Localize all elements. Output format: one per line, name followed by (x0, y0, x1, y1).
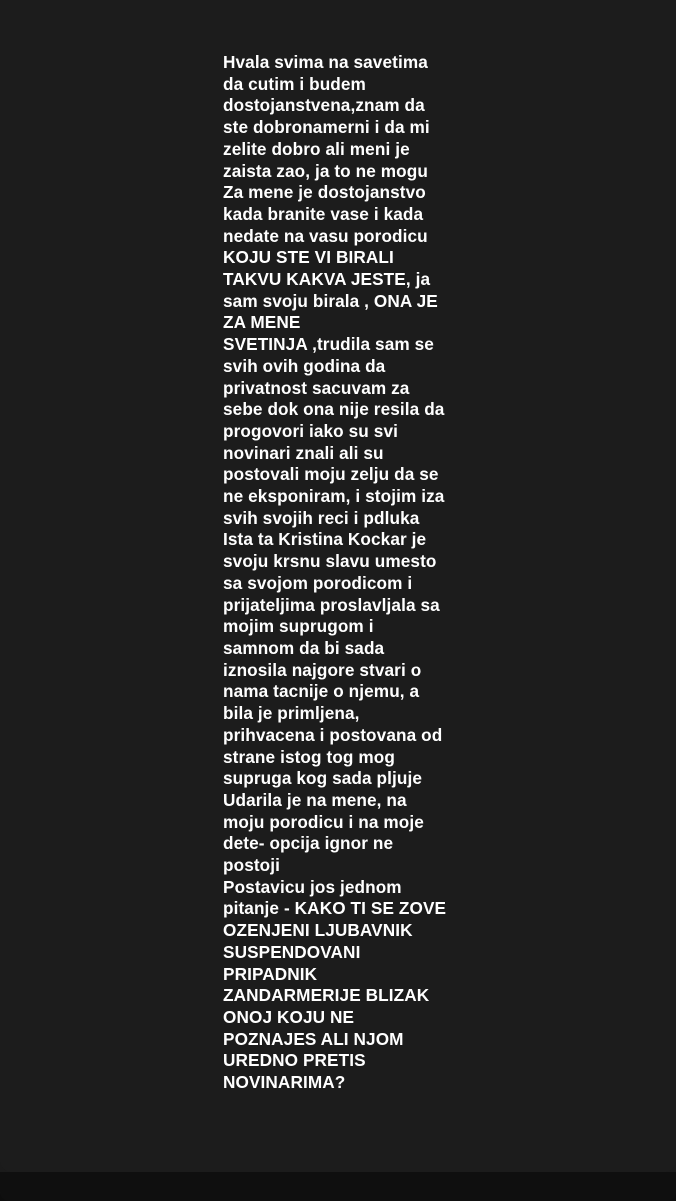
story-text-line: ZA MENE (223, 312, 301, 333)
story-text-line: prihvacena i postovana od (223, 724, 443, 745)
story-text-line: ne eksponiram, i stojim iza (223, 486, 445, 507)
story-text-line: OZENJENI LJUBAVNIK (223, 920, 413, 941)
story-text-line: ZANDARMERIJE BLIZAK (223, 985, 430, 1006)
story-text-line: UREDNO PRETIS (223, 1050, 366, 1071)
story-text-line: samnom da bi sada (223, 637, 385, 658)
story-text-line: SVETINJA ,trudila sam se (223, 334, 434, 355)
story-text-line: progovori iako su svi (223, 420, 398, 441)
story-text-line: iznosila najgore stvari o (223, 659, 422, 680)
story-text-line: Hvala svima na savetima (223, 52, 428, 72)
story-text-line: ONOJ KOJU NE (223, 1006, 355, 1027)
story-text-line: kada branite vase i kada (223, 203, 424, 224)
story-text-line: Postavicu jos jednom (223, 876, 402, 897)
story-text-line: KOJU STE VI BIRALI (223, 247, 394, 268)
story-text-line: POZNAJES ALI NJOM (223, 1028, 404, 1049)
story-text-line: bila je primljena, (223, 703, 360, 724)
story-text-line: dostojanstvena,znam da (223, 95, 425, 116)
story-text-line: NOVINARIMA? (223, 1072, 346, 1093)
story-text-line: svoju krsnu slavu umesto (223, 551, 437, 572)
story-text-line: TAKVU KAKVA JESTE, ja (223, 269, 431, 290)
story-text-line: mojim suprugom i (223, 616, 374, 637)
story-text-line: strane istog tog mog (223, 746, 395, 767)
story-text-line: moju porodicu i na moje (223, 811, 424, 832)
story-text-line: da cutim i budem (223, 73, 366, 94)
story-text-line: sa svojom porodicom i (223, 572, 413, 593)
story-text-line: nama tacnije o njemu, a (223, 681, 420, 702)
story-text-line: prijateljima proslavljala sa (223, 594, 440, 615)
story-text-line: postoji (223, 855, 281, 876)
bottom-bar (0, 1172, 676, 1201)
story-text-line: zelite dobro ali meni je (223, 138, 410, 159)
story-text-line: sam svoju birala , ONA JE (223, 290, 438, 311)
story-text-line: svih ovih godina da (223, 355, 386, 376)
story-text-line: svih svojih reci i pdluka (223, 507, 420, 528)
story-text-line: PRIPADNIK (223, 963, 318, 984)
story-text-line: zaista zao, ja to ne mogu (223, 160, 428, 181)
story-text-line: Za mene je dostojanstvo (223, 182, 426, 203)
story-text-line: novinari znali ali su (223, 442, 384, 463)
story-text-line: Ista ta Kristina Kockar je (223, 529, 427, 550)
story-text-line: dete- opcija ignor ne (223, 833, 394, 854)
story-text-line: ste dobronamerni i da mi (223, 117, 430, 138)
story-text-line: Udarila je na mene, na (223, 789, 407, 810)
story-text-line: postovali moju zelju da se (223, 464, 439, 485)
story-text (223, 52, 473, 1094)
story-text-line: pitanje - KAKO TI SE ZOVE (223, 898, 447, 919)
story-text-line: SUSPENDOVANI (223, 941, 361, 962)
story-text-line: supruga kog sada pljuje (223, 768, 423, 789)
story-text-line: nedate na vasu porodicu (223, 225, 428, 246)
story-text-line: sebe dok ona nije resila da (223, 399, 445, 420)
story-text-line: privatnost sacuvam za (223, 377, 410, 398)
